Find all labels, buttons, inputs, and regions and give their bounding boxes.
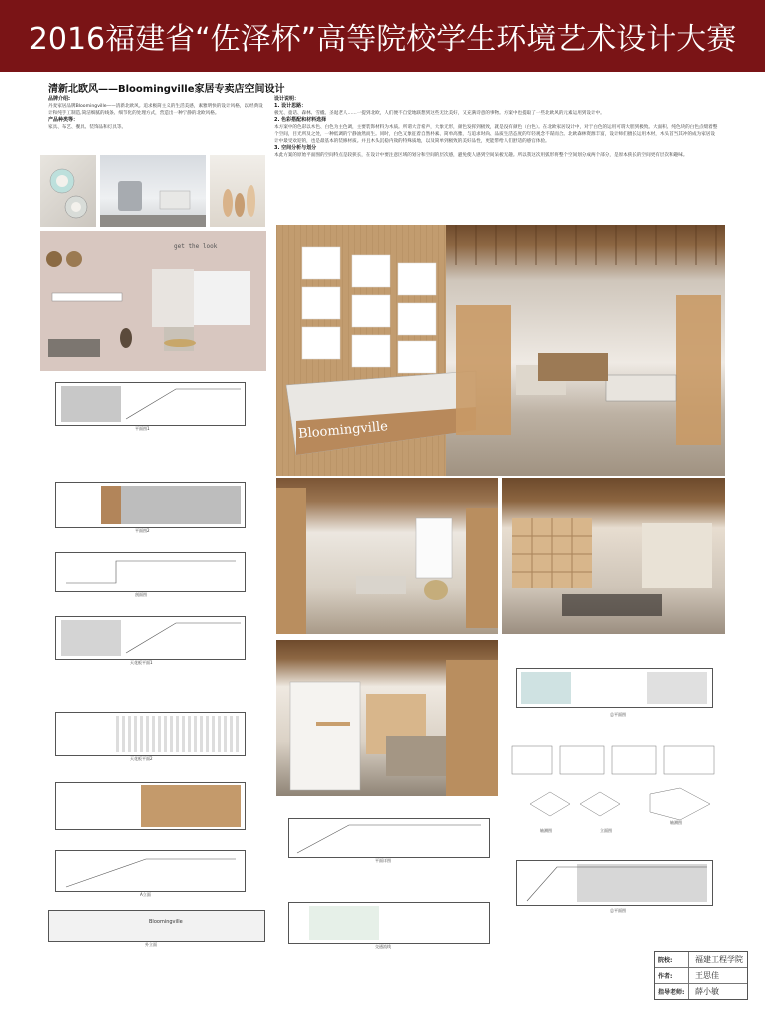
right-plan-bottom	[516, 860, 713, 906]
floor-plan-2-label: 平面图2	[135, 528, 150, 533]
concept-heading: 1. 设计思路：	[274, 103, 307, 109]
design-notes-block	[274, 96, 719, 159]
floor-plan-2	[55, 482, 246, 528]
floor-plan-1-label: 平面图1	[135, 426, 150, 431]
info-row-school	[655, 952, 747, 968]
advisor-label: 指导老师:	[655, 984, 689, 999]
counter-logo: Bloomingville	[297, 419, 389, 442]
brand-intro-text: 丹麦家居品牌Bloomingville——清新北欧风。追求极简主义的生活美感，素雅明快的设计风格，以经典设计和纯手工制造,简洁细腻的线条、细节化的处理方式，营造出一种宁静的北欧风格。	[48, 104, 263, 116]
axon-label-2: 立面图	[600, 828, 612, 833]
render-reading-corner	[276, 640, 498, 796]
space-heading: 3. 空间分析与划分	[274, 145, 317, 151]
a-elevation-label: A立面	[140, 892, 151, 897]
section-drawing	[55, 552, 246, 592]
product-photo-chair-room	[100, 155, 206, 227]
axonometric-views	[520, 784, 720, 824]
exterior-elevation	[48, 910, 265, 942]
school-label: 院校:	[655, 952, 689, 967]
project-title: 清新北欧风——Bloomingville家居专卖店空间设计	[48, 84, 285, 95]
render-display-shelves	[502, 478, 725, 634]
floor-plan-1	[55, 382, 246, 426]
school-value: 福建工程学院	[695, 955, 743, 964]
mood-board-caption: get the look	[174, 243, 218, 250]
axon-label-3: 轴测图	[670, 820, 682, 825]
color-text: 本方案中的色彩以木色、白色为主色调，主要装饰材料为木质。所谓大音希声，大象无形，颜色发挥到极致，就是没有颜色（白色）。在北欧家居设计中，对于白色的运用可谓大胆到极致。大面积、纯色块的白色点缀着整个空间，目光所及之处，一种低调的宁静油然而生。同时，白色又象征着自然朴素、简单高雅，与追求时尚、品质生活态度的年轻观念不谋而合。北欧森林资源丰富，设计师们擅长运用木材，木头首当其冲的成为家居设计中最受欢迎的，也是最基本的装修材质。并且木头沉稳内敛的特殊质地，以及简单到极致的美好品性，更能带给人们舒适的感官体验。	[274, 125, 718, 144]
axonometric-section	[55, 850, 246, 892]
elevation-logo-text: Bloomingville	[149, 919, 183, 925]
ceiling-plan-2	[55, 712, 246, 756]
traffic-flow-plan	[288, 902, 490, 944]
exterior-elevation-label: 外立面	[145, 942, 157, 947]
product-photo-vases	[210, 155, 265, 227]
advisor-value: 薛小敏	[695, 987, 719, 996]
product-list: 家具、布艺、餐具、装饰品和灯具等。	[48, 125, 127, 130]
info-row-author	[655, 968, 747, 984]
section-label: 剖面图	[135, 592, 147, 597]
design-heading: 设计说明：	[274, 96, 300, 102]
brand-intro-block	[48, 96, 263, 131]
competition-banner	[0, 0, 765, 72]
render-lounge-area	[276, 478, 498, 634]
hero-render-store-front	[276, 225, 725, 476]
mood-board	[40, 231, 266, 371]
right-plan-top-label: 总平面图	[610, 712, 626, 717]
ceiling-plan-1-label: 天花板平面1	[130, 660, 153, 665]
right-plan-top	[516, 668, 713, 708]
axon-label-1: 轴测图	[540, 828, 552, 833]
color-heading: 2. 色彩搭配和材料选择	[274, 117, 327, 123]
detail-elevations	[510, 742, 718, 778]
author-info-table	[654, 951, 748, 1000]
author-value: 王思佳	[695, 971, 719, 980]
space-text: 本此方案的原始平面图的空间特点是较狭长，在设计中要注意区域的划分和空间的层次感，避免使人感到空间呆板无趣。所以我这次用弧形将整个空间划分成两个部分，是原本狭长的空间更有层次和趣味。	[274, 153, 688, 158]
info-row-advisor	[655, 984, 747, 999]
ceiling-plan-2-label: 天花板平面2	[130, 756, 153, 761]
center-plan-1	[288, 818, 490, 858]
ceiling-plan-1	[55, 616, 246, 660]
competition-title: 2016福建省“佐泽杯”高等院校学生环境艺术设计大赛	[28, 22, 737, 57]
author-label: 作者:	[655, 968, 689, 983]
center-plan-1-label: 平面详图	[375, 858, 391, 863]
brand-intro-heading: 品牌介绍:	[48, 96, 70, 102]
traffic-flow-label: 交通流线	[375, 944, 391, 949]
product-photo-bowls	[40, 155, 96, 227]
product-heading: 产品种类等：	[48, 117, 79, 123]
right-plan-bottom-label: 总平面图	[610, 908, 626, 913]
a-elevation-drawing	[55, 782, 246, 830]
concept-text: 极光、童话、森林、雪橇、圣诞老人……一提到北欧，人们便不自觉地联想到这些无比美好，又充满诗意的事物。方案中也提取了一些北欧风的元素运用到设计中。	[274, 111, 605, 116]
